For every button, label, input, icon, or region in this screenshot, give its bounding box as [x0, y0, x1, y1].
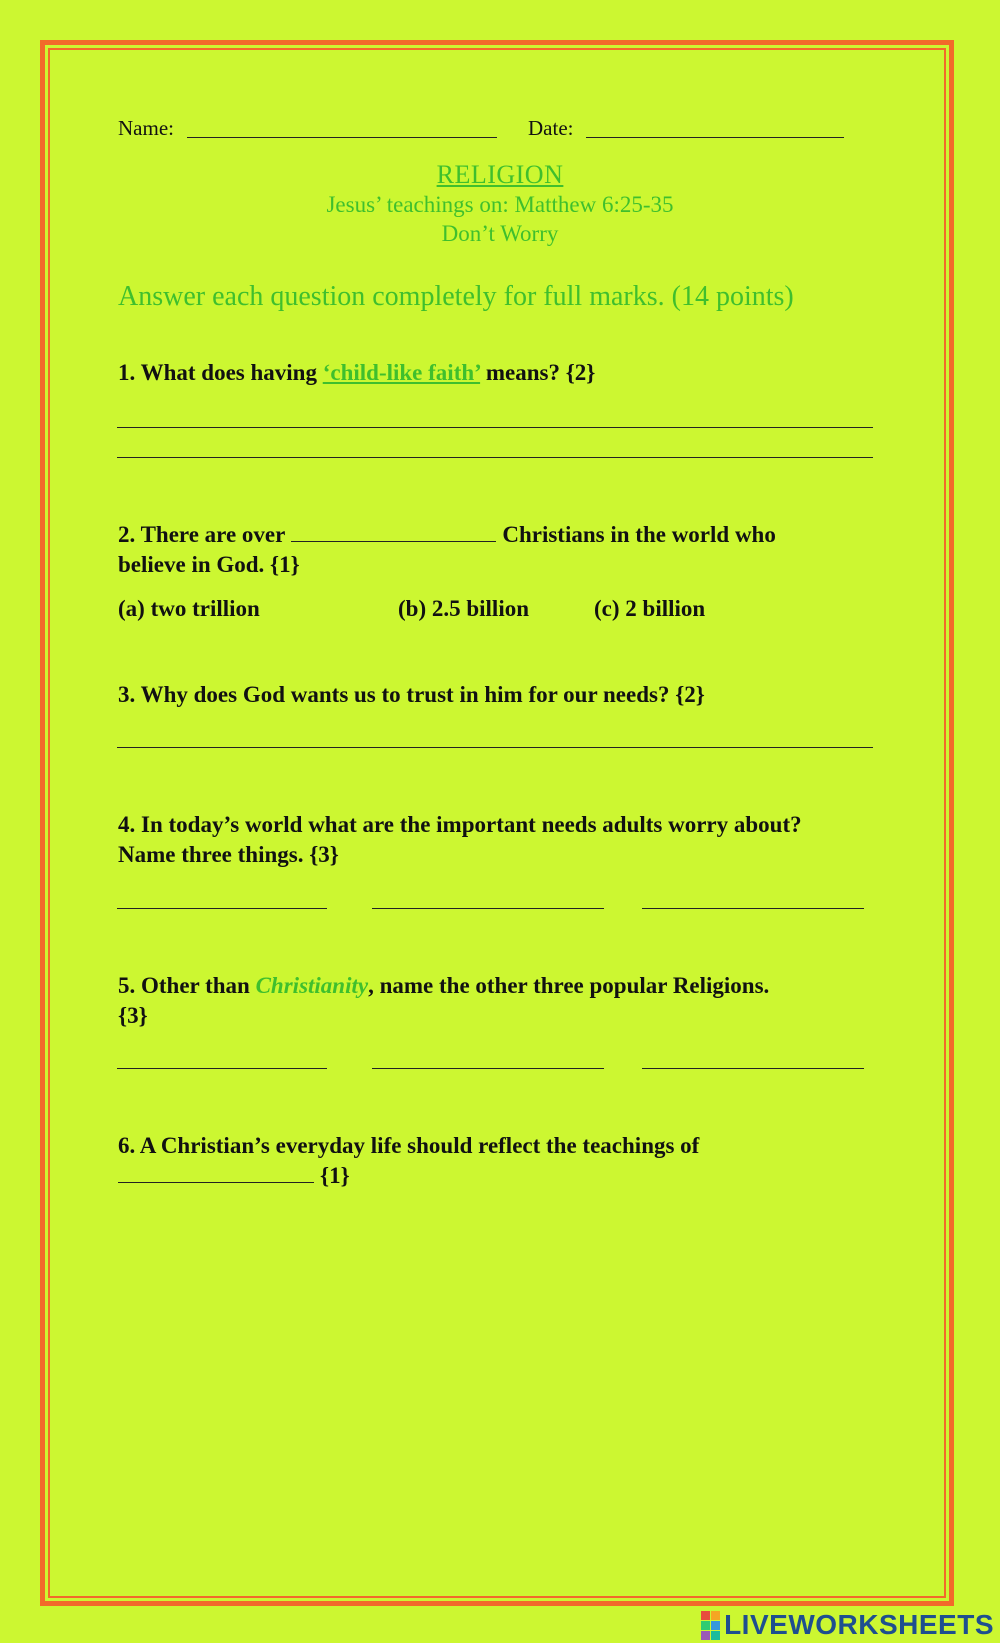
- liveworksheets-brand: LIVEWORKSHEETS: [724, 1609, 994, 1640]
- date-label: Date:: [528, 116, 574, 140]
- option-b[interactable]: (b) 2.5 billion: [398, 596, 530, 621]
- question-2-line2: believe in God. {1}: [118, 552, 300, 577]
- answer-line-4b[interactable]: [372, 908, 604, 909]
- question-1: [118, 360, 595, 386]
- liveworksheets-logo-icon: [701, 1611, 720, 1640]
- answer-line-5a[interactable]: [117, 1068, 327, 1069]
- question-1-suffix: means? {2}: [485, 360, 596, 385]
- answer-line-4a[interactable]: [117, 908, 327, 909]
- question-2-prefix: 2. There are over: [118, 522, 286, 547]
- question-2: [118, 522, 776, 548]
- question-1-highlight: ‘child-like faith’: [322, 360, 481, 385]
- question-2-suffix: Christians in the world who: [502, 522, 776, 547]
- answer-line-5c[interactable]: [642, 1068, 864, 1069]
- answer-line-1b[interactable]: [117, 457, 873, 458]
- option-c[interactable]: (c) 2 billion: [594, 596, 706, 621]
- page-subtitle: Jesus’ teachings on: Matthew 6:25-35: [326, 192, 674, 217]
- question-6-blank[interactable]: [118, 1164, 314, 1183]
- question-5: [118, 973, 769, 999]
- page-topic: Don’t Worry: [441, 221, 559, 246]
- option-a[interactable]: (a) two trillion: [118, 596, 260, 621]
- question-4-line1: 4. In today’s world what are the important needs adults worry about?: [118, 812, 802, 837]
- liveworksheets-logo[interactable]: [701, 1608, 994, 1642]
- question-3: 3. Why does God wants us to trust in him for our needs? {2}: [118, 682, 705, 707]
- question-5-suffix: , name the other three popular Religions.: [368, 973, 770, 998]
- page-title: RELIGION: [436, 160, 564, 189]
- name-label: Name:: [118, 116, 174, 140]
- answer-line-3[interactable]: [117, 747, 873, 748]
- answer-line-4c[interactable]: [642, 908, 864, 909]
- answer-line-5b[interactable]: [372, 1068, 604, 1069]
- question-6-line1: 6. A Christian’s everyday life should reflect the teachings of: [118, 1133, 700, 1158]
- question-6-line2: [118, 1163, 350, 1189]
- question-5-prefix: 5. Other than: [118, 973, 250, 998]
- question-5-highlight: Christianity: [255, 973, 369, 998]
- answer-line-1a[interactable]: [117, 427, 873, 428]
- question-5-line2: {3}: [118, 1003, 148, 1028]
- question-1-prefix: 1. What does having: [118, 360, 317, 385]
- name-field[interactable]: [187, 137, 497, 138]
- question-4-line2: Name three things. {3}: [118, 842, 339, 867]
- instructions: Answer each question completely for full marks. (14 points): [118, 281, 794, 312]
- date-field[interactable]: [586, 137, 844, 138]
- question-6-suffix: {1}: [320, 1163, 350, 1188]
- question-2-blank[interactable]: [291, 523, 496, 542]
